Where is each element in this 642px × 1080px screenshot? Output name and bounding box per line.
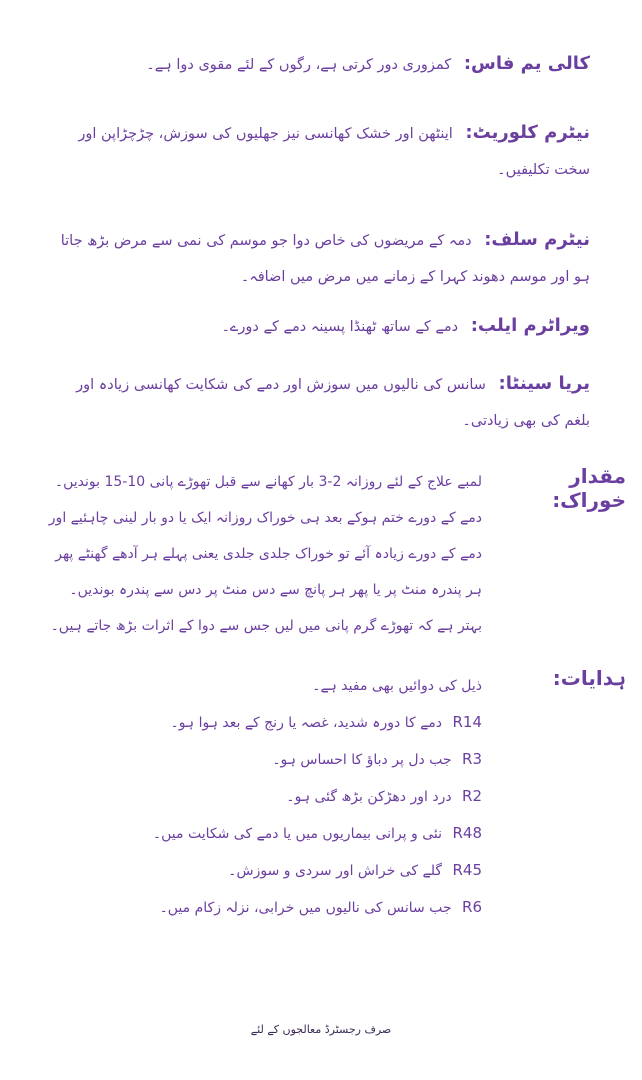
remedy-description: اینٹھن اور خشک کھانسی نیز جھلیوں کی سوزش، چڑچڑاپن اور سخت تکلیفیں۔ <box>78 126 590 178</box>
remedy-name: نیٹرم کلوریٹ: <box>465 122 590 143</box>
remedy-indication: گلے کی خراش اور سردی و سوزش۔ <box>228 863 443 879</box>
remedy-description: کمزوری دور کرتی ہے، رگوں کے لئے مقوی دوا ہے۔ <box>146 57 452 73</box>
remedy-natrum-sulph <box>50 222 590 295</box>
remedy-code: R3 <box>462 750 482 768</box>
remedy-name: یریا سینٹا: <box>498 373 590 394</box>
remedy-indication: جب دل پر دباؤ کا احساس ہو۔ <box>272 752 452 768</box>
list-item <box>82 852 482 889</box>
list-item <box>82 815 482 852</box>
remedy-description: دمہ کے مریضوں کی خاص دوا جو موسم کی نمی سے مرض بڑھ جاتا ہو اور موسم دھوند کہرا کے زمانے میں مرض میں اضافہ۔ <box>60 233 590 285</box>
remedy-code: R2 <box>462 787 482 805</box>
remedy-indication: جب سانس کی نالیوں میں خرابی، نزلہ زکام میں۔ <box>159 900 452 916</box>
dosage-heading: مقدار خوراک: <box>552 464 626 512</box>
remedy-name: کالی یم فاس: <box>463 53 590 74</box>
remedy-name: ویراٹرم ایلب: <box>470 315 590 336</box>
list-item <box>82 778 482 815</box>
list-item <box>82 704 482 741</box>
instructions-intro: ذیل کی دوائیں بھی مفید ہے۔ <box>312 678 482 694</box>
dosage-text: لمبے علاج کے لئے روزانہ 2-3 بار کھانے سے قبل تھوڑے پانی 10-15 بوندیں۔ دمے کے دورے ختم ہوکے بعد ہی خوراک روزانہ ایک یا دو بار لینی چاہئیے اور دمے کے دورے زیادہ آئے تو خوراک جلدی جلدی یعنی پہلے ہر آدھے گھنٹے پھر ہر پندرہ منٹ پر یا پھر ہر پانچ سے دس منٹ پر دس سے پندرہ بوندیں۔ بہتر ہے کہ تھوڑے گرم پانی میں لیں جس سے دوا کے اثرات بڑھ جاتے ہیں۔ <box>48 474 482 634</box>
instructions-list <box>82 704 482 926</box>
remedy-veratrum-album <box>50 308 590 345</box>
list-item <box>82 741 482 778</box>
remedy-code: R6 <box>462 898 482 916</box>
remedy-kali-phos <box>50 46 590 83</box>
remedy-natrum-chlor <box>50 115 590 188</box>
remedy-code: R45 <box>452 861 482 879</box>
remedy-indication: نئی و پرانی بیماریوں میں یا دمے کی شکایت میں۔ <box>152 826 443 842</box>
remedy-yerba-santa <box>50 366 590 439</box>
remedy-code: R14 <box>452 713 482 731</box>
instructions-heading: ہدایات: <box>552 666 626 690</box>
remedy-name: نیٹرم سلف: <box>484 229 590 250</box>
remedy-description: دمے کے ساتھ ٹھنڈا پسینہ دمے کے دورے۔ <box>221 319 459 335</box>
remedy-description: سانس کی نالیوں میں سوزش اور دمے کی شکایت کھانسی زیادہ اور بلغم کی بھی زیادتی۔ <box>76 377 590 429</box>
remedy-indication: درد اور دھڑکن بڑھ گئی ہو۔ <box>286 789 452 805</box>
remedy-indication: دمے کا دورہ شدید، غصہ یا رنج کے بعد ہوا ہو۔ <box>170 715 443 731</box>
remedy-code: R48 <box>452 824 482 842</box>
list-item <box>82 889 482 926</box>
footer-note: صرف رجسٹرڈ معالجوں کے لئے <box>250 1023 392 1036</box>
